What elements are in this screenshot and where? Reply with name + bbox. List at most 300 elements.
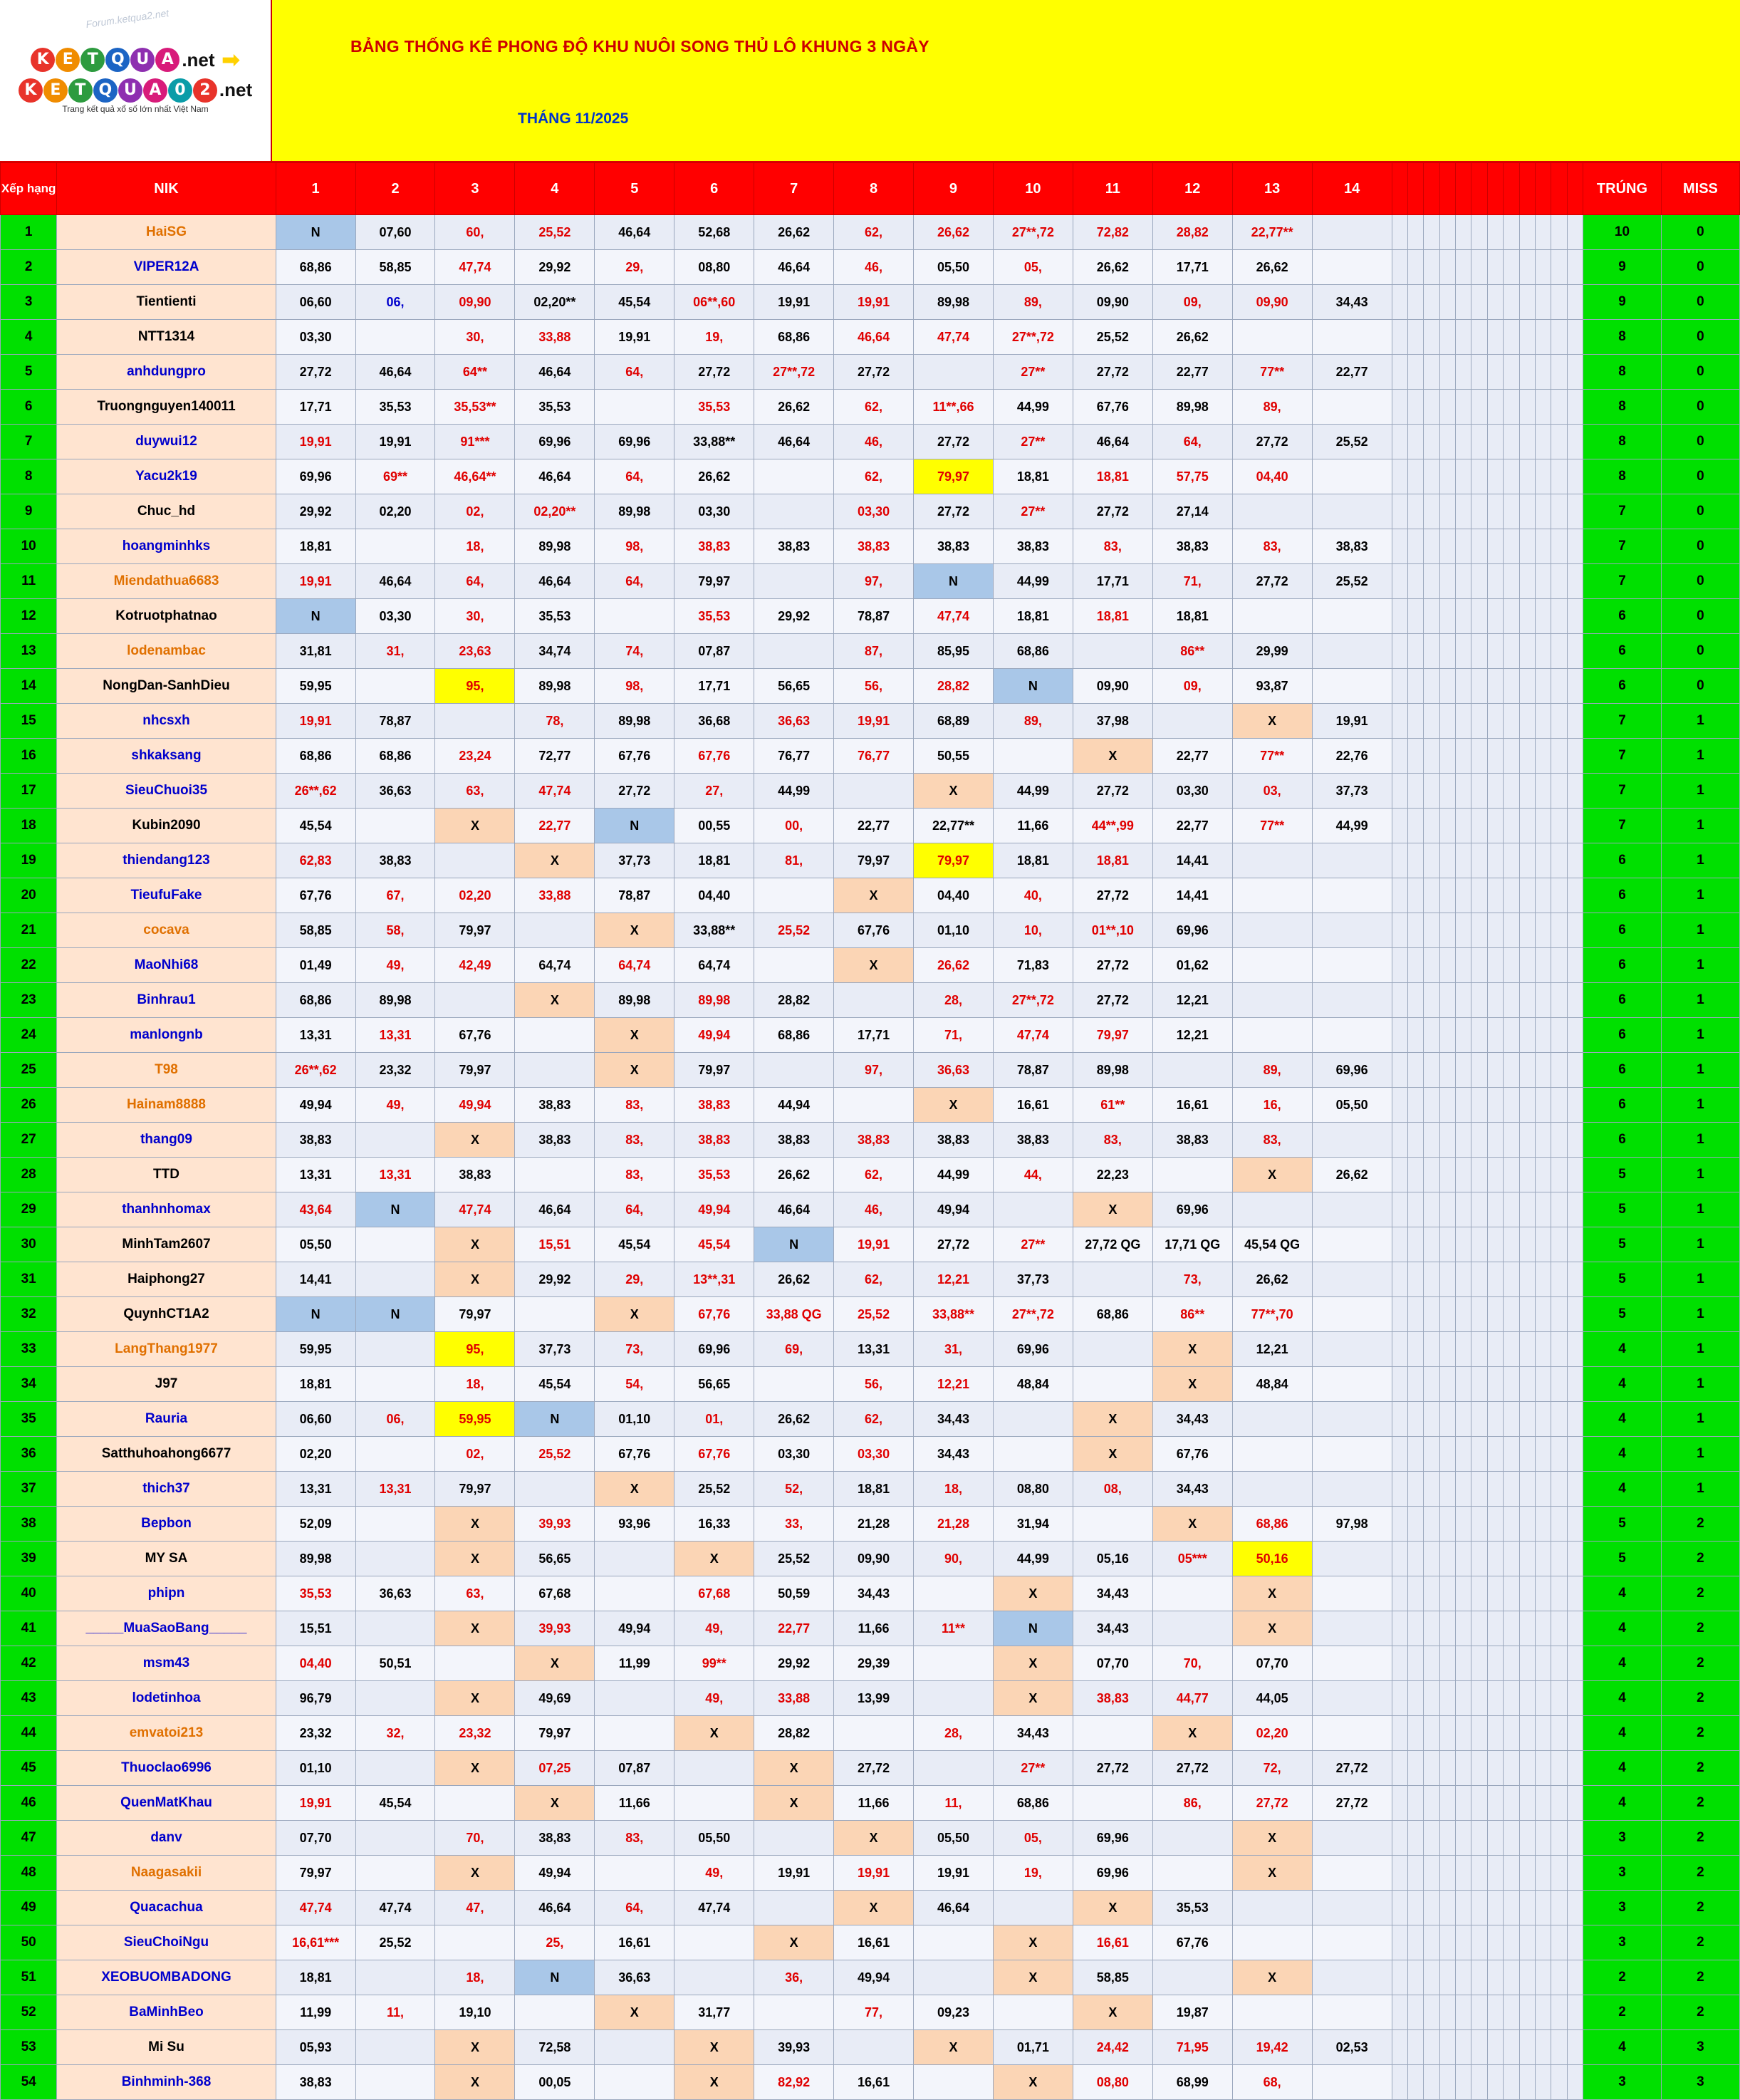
day-cell bbox=[276, 1681, 355, 1716]
nik-cell[interactable] bbox=[57, 459, 276, 494]
day-cell bbox=[515, 494, 595, 529]
hit-cell: 4 bbox=[1583, 1472, 1662, 1507]
col-day-3[interactable]: 3 bbox=[435, 163, 515, 215]
nik-cell[interactable] bbox=[57, 425, 276, 459]
nik-cell[interactable] bbox=[57, 1437, 276, 1472]
table-row[interactable] bbox=[1, 1507, 1740, 1542]
day-cell bbox=[515, 1402, 595, 1437]
day-cell bbox=[1073, 1646, 1152, 1681]
table-row[interactable] bbox=[1, 1856, 1740, 1891]
day-value: 02, bbox=[466, 504, 484, 519]
day-value: 37,73 bbox=[1016, 1272, 1049, 1286]
table-row[interactable] bbox=[1, 564, 1740, 599]
nik-cell[interactable] bbox=[57, 878, 276, 913]
spacer-cell bbox=[1456, 1891, 1471, 1925]
spacer-cell bbox=[1504, 704, 1519, 739]
spacer-cell bbox=[1519, 529, 1535, 564]
spacer-cell bbox=[1504, 1576, 1519, 1611]
day-cell bbox=[754, 739, 834, 774]
site-logo[interactable] bbox=[0, 0, 272, 161]
day-cell bbox=[435, 1088, 515, 1123]
col-day-14[interactable]: 14 bbox=[1312, 163, 1392, 215]
nik-cell[interactable] bbox=[57, 1821, 276, 1856]
day-cell bbox=[1312, 285, 1392, 320]
day-value: 12,21 bbox=[1256, 1341, 1288, 1356]
day-value: 16,61 bbox=[1176, 1097, 1209, 1112]
col-day-9[interactable]: 9 bbox=[914, 163, 994, 215]
day-cell bbox=[993, 1507, 1073, 1542]
spacer-cell bbox=[1519, 1542, 1535, 1576]
spacer-cell bbox=[1471, 285, 1487, 320]
spacer-cell bbox=[1392, 1262, 1407, 1297]
spacer-cell bbox=[1392, 1786, 1407, 1821]
day-cell bbox=[276, 1018, 355, 1053]
day-value: 33,88 bbox=[538, 888, 571, 903]
table-row[interactable] bbox=[1, 1437, 1740, 1472]
col-day-2[interactable]: 2 bbox=[355, 163, 435, 215]
nik-label: Tientienti bbox=[136, 294, 197, 309]
day-value: 06, bbox=[386, 1411, 405, 1426]
table-row[interactable] bbox=[1, 809, 1740, 843]
day-value: 11,99 bbox=[300, 2005, 332, 2020]
spacer-cell bbox=[1551, 250, 1567, 285]
spacer-cell bbox=[1535, 669, 1551, 704]
day-cell bbox=[1073, 843, 1152, 878]
nik-cell[interactable] bbox=[57, 355, 276, 390]
day-cell bbox=[276, 1821, 355, 1856]
nik-cell[interactable] bbox=[57, 250, 276, 285]
col-day-4[interactable]: 4 bbox=[515, 163, 595, 215]
day-value: 17,71 bbox=[698, 678, 731, 693]
spacer-cell bbox=[1439, 1646, 1455, 1681]
col-nik[interactable]: NIK bbox=[57, 163, 276, 215]
spacer-cell bbox=[1471, 1332, 1487, 1367]
spacer-cell bbox=[1392, 494, 1407, 529]
day-value: 47,74 bbox=[459, 1202, 491, 1217]
nik-cell[interactable] bbox=[57, 1192, 276, 1227]
table-row[interactable] bbox=[1, 1821, 1740, 1856]
day-value: 18, bbox=[466, 539, 484, 553]
nik-cell[interactable] bbox=[57, 529, 276, 564]
day-value: 37,73 bbox=[538, 1341, 571, 1356]
nik-cell[interactable] bbox=[57, 1751, 276, 1786]
nik-cell[interactable] bbox=[57, 1297, 276, 1332]
spacer-cell bbox=[1439, 1751, 1455, 1786]
table-row[interactable] bbox=[1, 1402, 1740, 1437]
hit-cell: 6 bbox=[1583, 878, 1662, 913]
spacer-cell bbox=[1519, 1751, 1535, 1786]
spacer-cell bbox=[1487, 1542, 1503, 1576]
nik-cell[interactable] bbox=[57, 739, 276, 774]
day-cell bbox=[914, 1332, 994, 1367]
col-day-8[interactable]: 8 bbox=[834, 163, 914, 215]
spacer-cell bbox=[1424, 1158, 1439, 1192]
nik-cell[interactable] bbox=[57, 983, 276, 1018]
nik-cell[interactable] bbox=[57, 1786, 276, 1821]
nik-label: Quacachua bbox=[130, 1900, 203, 1915]
nik-cell[interactable] bbox=[57, 494, 276, 529]
table-row[interactable] bbox=[1, 1995, 1740, 2030]
nik-cell[interactable] bbox=[57, 1402, 276, 1437]
table-row[interactable] bbox=[1, 1472, 1740, 1507]
day-cell bbox=[595, 1367, 674, 1402]
table-row[interactable] bbox=[1, 1786, 1740, 1821]
spacer-cell bbox=[1424, 634, 1439, 669]
day-value: 36,68 bbox=[698, 713, 731, 728]
nik-cell[interactable] bbox=[57, 285, 276, 320]
nik-cell[interactable] bbox=[57, 1158, 276, 1192]
col-hit[interactable]: TRÚNG bbox=[1583, 163, 1662, 215]
table-row[interactable] bbox=[1, 634, 1740, 669]
spacer-cell bbox=[1407, 634, 1423, 669]
table-row[interactable] bbox=[1, 2065, 1740, 2100]
table-row[interactable] bbox=[1, 1018, 1740, 1053]
day-value: 38,83 bbox=[538, 1097, 571, 1112]
day-value: 27**,72 bbox=[1011, 992, 1054, 1007]
nik-label: Mi Su bbox=[148, 2039, 184, 2054]
day-cell bbox=[1312, 250, 1392, 285]
day-value: 89, bbox=[1263, 399, 1281, 414]
table-row[interactable] bbox=[1, 1542, 1740, 1576]
nik-cell[interactable] bbox=[57, 913, 276, 948]
table-row[interactable] bbox=[1, 1227, 1740, 1262]
spacer-cell bbox=[1519, 564, 1535, 599]
spacer-cell bbox=[1504, 459, 1519, 494]
arrow-icon: ➡ bbox=[222, 48, 240, 72]
nik-cell[interactable] bbox=[57, 948, 276, 983]
table-row[interactable] bbox=[1, 1751, 1740, 1786]
table-row[interactable] bbox=[1, 913, 1740, 948]
col-spacer bbox=[1567, 163, 1583, 215]
table-row[interactable] bbox=[1, 1716, 1740, 1751]
table-row[interactable] bbox=[1, 250, 1740, 285]
day-cell bbox=[276, 1646, 355, 1681]
nik-cell[interactable] bbox=[57, 774, 276, 809]
table-row[interactable] bbox=[1, 1960, 1740, 1995]
col-day-6[interactable]: 6 bbox=[674, 163, 754, 215]
table-row[interactable] bbox=[1, 1192, 1740, 1227]
col-day-13[interactable]: 13 bbox=[1232, 163, 1312, 215]
day-cell bbox=[276, 1542, 355, 1576]
spacer-cell bbox=[1487, 459, 1503, 494]
nik-label: MaoNhi68 bbox=[134, 957, 199, 972]
rank-cell: 45 bbox=[1, 1751, 57, 1786]
miss-cell: 1 bbox=[1661, 1367, 1739, 1402]
table-row[interactable] bbox=[1, 774, 1740, 809]
spacer-cell bbox=[1407, 1646, 1423, 1681]
col-day-10[interactable]: 10 bbox=[993, 163, 1073, 215]
miss-cell: 2 bbox=[1661, 1925, 1739, 1960]
day-cell bbox=[754, 809, 834, 843]
day-value: 14,41 bbox=[1176, 853, 1209, 868]
day-value: 74, bbox=[625, 643, 644, 658]
nik-cell[interactable] bbox=[57, 390, 276, 425]
day-cell bbox=[435, 529, 515, 564]
day-cell bbox=[1232, 809, 1312, 843]
day-cell bbox=[834, 2065, 914, 2100]
nik-label: hoangminhks bbox=[122, 539, 211, 553]
nik-cell[interactable] bbox=[57, 1646, 276, 1681]
day-cell bbox=[993, 1053, 1073, 1088]
spacer-cell bbox=[1487, 215, 1503, 250]
day-cell bbox=[1073, 1507, 1152, 1542]
day-cell bbox=[914, 215, 994, 250]
table-row[interactable] bbox=[1, 285, 1740, 320]
col-day-7[interactable]: 7 bbox=[754, 163, 834, 215]
day-cell bbox=[674, 529, 754, 564]
table-row[interactable] bbox=[1, 843, 1740, 878]
spacer-cell bbox=[1407, 215, 1423, 250]
nik-cell[interactable] bbox=[57, 2030, 276, 2065]
spacer-cell bbox=[1487, 1716, 1503, 1751]
day-cell bbox=[276, 2030, 355, 2065]
table-row[interactable] bbox=[1, 983, 1740, 1018]
day-value: 69,96 bbox=[698, 1341, 731, 1356]
nik-cell[interactable] bbox=[57, 1507, 276, 1542]
nik-cell[interactable] bbox=[57, 1576, 276, 1611]
spacer-cell bbox=[1392, 459, 1407, 494]
day-cell bbox=[754, 1925, 834, 1960]
day-cell bbox=[515, 1297, 595, 1332]
spacer-cell bbox=[1424, 1611, 1439, 1646]
col-day-11[interactable]: 11 bbox=[1073, 163, 1152, 215]
rank-cell: 12 bbox=[1, 599, 57, 634]
day-value: 01,71 bbox=[1016, 2039, 1049, 2054]
day-cell bbox=[276, 320, 355, 355]
day-cell bbox=[754, 843, 834, 878]
day-cell bbox=[1073, 1542, 1152, 1576]
nik-cell[interactable] bbox=[57, 2065, 276, 2100]
day-value: 18,81 bbox=[1096, 608, 1129, 623]
table-row[interactable] bbox=[1, 425, 1740, 459]
day-cell bbox=[355, 1821, 435, 1856]
table-row[interactable] bbox=[1, 355, 1740, 390]
nik-cell[interactable] bbox=[57, 599, 276, 634]
spacer-cell bbox=[1471, 1088, 1487, 1123]
spacer-cell bbox=[1424, 809, 1439, 843]
day-value: 38,83 bbox=[538, 1830, 571, 1845]
spacer-cell bbox=[1504, 1227, 1519, 1262]
nik-cell[interactable] bbox=[57, 1960, 276, 1995]
spacer-cell bbox=[1424, 1995, 1439, 2030]
day-value: 26,62 bbox=[1256, 259, 1288, 274]
day-cell bbox=[1232, 1367, 1312, 1402]
day-value: 89,98 bbox=[937, 294, 969, 309]
day-value: 19,91 bbox=[299, 1795, 332, 1810]
nik-label: lodetinhoa bbox=[132, 1690, 201, 1705]
table-row[interactable] bbox=[1, 669, 1740, 704]
day-cell bbox=[914, 1367, 994, 1402]
logo-letter: 2 bbox=[193, 78, 217, 103]
col-rank[interactable]: Xếp hạng bbox=[1, 163, 57, 215]
spacer-cell bbox=[1407, 459, 1423, 494]
day-value: 03,30 bbox=[858, 1446, 890, 1461]
day-value: 64,74 bbox=[698, 957, 731, 972]
day-value: 18, bbox=[944, 1481, 962, 1496]
table-row[interactable] bbox=[1, 320, 1740, 355]
day-value: 67,68 bbox=[698, 1586, 731, 1601]
nik-cell[interactable] bbox=[57, 1262, 276, 1297]
spacer-cell bbox=[1471, 739, 1487, 774]
nik-cell[interactable] bbox=[57, 809, 276, 843]
spacer-cell bbox=[1487, 1402, 1503, 1437]
col-day-5[interactable]: 5 bbox=[595, 163, 674, 215]
nik-cell[interactable] bbox=[57, 1332, 276, 1367]
table-row[interactable] bbox=[1, 459, 1740, 494]
day-cell bbox=[1232, 1402, 1312, 1437]
spacer-cell bbox=[1551, 215, 1567, 250]
day-value: 38,83 bbox=[698, 1097, 731, 1112]
nik-cell[interactable] bbox=[57, 1367, 276, 1402]
spacer-cell bbox=[1392, 843, 1407, 878]
nik-cell[interactable] bbox=[57, 1542, 276, 1576]
nik-cell[interactable] bbox=[57, 1611, 276, 1646]
nik-cell[interactable] bbox=[57, 634, 276, 669]
spacer-cell bbox=[1456, 1158, 1471, 1192]
day-value: 33,88** bbox=[932, 1306, 974, 1321]
table-row[interactable] bbox=[1, 1367, 1740, 1402]
spacer-cell bbox=[1535, 1716, 1551, 1751]
day-cell bbox=[595, 1821, 674, 1856]
spacer-cell bbox=[1392, 1751, 1407, 1786]
spacer-cell bbox=[1535, 1646, 1551, 1681]
spacer-cell bbox=[1424, 215, 1439, 250]
table-row[interactable] bbox=[1, 1262, 1740, 1297]
spacer-cell bbox=[1551, 320, 1567, 355]
spacer-cell bbox=[1456, 599, 1471, 634]
spacer-cell bbox=[1567, 634, 1583, 669]
rank-cell: 19 bbox=[1, 843, 57, 878]
table-row[interactable] bbox=[1, 1123, 1740, 1158]
nik-cell[interactable] bbox=[57, 1088, 276, 1123]
table-row[interactable] bbox=[1, 1925, 1740, 1960]
day-cell bbox=[754, 285, 834, 320]
nik-cell[interactable] bbox=[57, 1472, 276, 1507]
spacer-cell bbox=[1487, 634, 1503, 669]
day-value: 64,74 bbox=[538, 957, 571, 972]
spacer-cell bbox=[1519, 1053, 1535, 1088]
nik-cell[interactable] bbox=[57, 1123, 276, 1158]
day-cell bbox=[515, 1891, 595, 1925]
nik-cell[interactable] bbox=[57, 1053, 276, 1088]
nik-cell[interactable] bbox=[57, 1018, 276, 1053]
nik-cell[interactable] bbox=[57, 843, 276, 878]
day-value: 49, bbox=[386, 1097, 405, 1112]
nik-cell[interactable] bbox=[57, 1925, 276, 1960]
nik-cell[interactable] bbox=[57, 669, 276, 704]
table-row[interactable] bbox=[1, 1297, 1740, 1332]
hit-cell: 4 bbox=[1583, 1751, 1662, 1786]
table-row[interactable] bbox=[1, 494, 1740, 529]
table-row[interactable] bbox=[1, 1158, 1740, 1192]
spacer-cell bbox=[1407, 1542, 1423, 1576]
table-row[interactable] bbox=[1, 948, 1740, 983]
table-row[interactable] bbox=[1, 2030, 1740, 2065]
spacer-cell bbox=[1471, 459, 1487, 494]
nik-cell[interactable] bbox=[57, 320, 276, 355]
day-cell bbox=[435, 1960, 515, 1995]
spacer-cell bbox=[1487, 564, 1503, 599]
spacer-cell bbox=[1487, 1786, 1503, 1821]
day-cell bbox=[1312, 669, 1392, 704]
day-cell bbox=[914, 1227, 994, 1262]
nik-cell[interactable] bbox=[57, 1227, 276, 1262]
day-cell bbox=[1152, 1751, 1232, 1786]
hit-cell: 2 bbox=[1583, 1995, 1662, 2030]
day-cell bbox=[515, 599, 595, 634]
day-cell bbox=[515, 2030, 595, 2065]
col-day-12[interactable]: 12 bbox=[1152, 163, 1232, 215]
miss-cell: 0 bbox=[1661, 459, 1739, 494]
day-value: 56,65 bbox=[538, 1551, 571, 1566]
day-value: 52,09 bbox=[299, 1516, 332, 1531]
col-day-1[interactable]: 1 bbox=[276, 163, 355, 215]
spacer-cell bbox=[1407, 1297, 1423, 1332]
table-row[interactable] bbox=[1, 1891, 1740, 1925]
day-cell bbox=[754, 390, 834, 425]
nik-cell[interactable] bbox=[57, 1995, 276, 2030]
day-cell bbox=[435, 1507, 515, 1542]
nik-cell[interactable] bbox=[57, 1891, 276, 1925]
hit-cell: 6 bbox=[1583, 669, 1662, 704]
table-row[interactable] bbox=[1, 599, 1740, 634]
table-row[interactable] bbox=[1, 704, 1740, 739]
table-row[interactable] bbox=[1, 390, 1740, 425]
table-row[interactable] bbox=[1, 1576, 1740, 1611]
day-cell bbox=[276, 529, 355, 564]
day-value: 90, bbox=[944, 1551, 962, 1566]
nik-label: J97 bbox=[155, 1376, 178, 1391]
nik-cell[interactable] bbox=[57, 215, 276, 250]
table-row[interactable] bbox=[1, 529, 1740, 564]
table-row[interactable] bbox=[1, 1611, 1740, 1646]
day-value: 37,98 bbox=[1096, 713, 1129, 728]
day-value: 46, bbox=[865, 259, 883, 274]
day-cell bbox=[515, 1821, 595, 1856]
day-cell bbox=[435, 739, 515, 774]
spacer-cell bbox=[1551, 948, 1567, 983]
nik-cell[interactable] bbox=[57, 1716, 276, 1751]
day-cell bbox=[595, 1158, 674, 1192]
nik-cell[interactable] bbox=[57, 1856, 276, 1891]
table-row[interactable] bbox=[1, 1332, 1740, 1367]
day-cell bbox=[834, 1576, 914, 1611]
table-row[interactable] bbox=[1, 1681, 1740, 1716]
col-miss[interactable]: MISS bbox=[1661, 163, 1739, 215]
table-row[interactable] bbox=[1, 878, 1740, 913]
col-spacer bbox=[1519, 163, 1535, 215]
spacer-cell bbox=[1424, 1576, 1439, 1611]
nik-cell[interactable] bbox=[57, 564, 276, 599]
table-row[interactable] bbox=[1, 1646, 1740, 1681]
spacer-cell bbox=[1487, 774, 1503, 809]
day-value: 33,88 QG bbox=[766, 1306, 822, 1321]
spacer-cell bbox=[1487, 1297, 1503, 1332]
table-row[interactable] bbox=[1, 739, 1740, 774]
day-cell bbox=[355, 425, 435, 459]
table-row[interactable] bbox=[1, 1053, 1740, 1088]
day-value: 50,59 bbox=[778, 1586, 811, 1601]
nik-cell[interactable] bbox=[57, 704, 276, 739]
nik-cell[interactable] bbox=[57, 1681, 276, 1716]
table-row[interactable] bbox=[1, 215, 1740, 250]
hit-cell: 6 bbox=[1583, 1123, 1662, 1158]
spacer-cell bbox=[1519, 1088, 1535, 1123]
day-cell bbox=[435, 1576, 515, 1611]
table-row[interactable] bbox=[1, 1088, 1740, 1123]
spacer-cell bbox=[1456, 1262, 1471, 1297]
day-value: X bbox=[869, 1900, 878, 1915]
